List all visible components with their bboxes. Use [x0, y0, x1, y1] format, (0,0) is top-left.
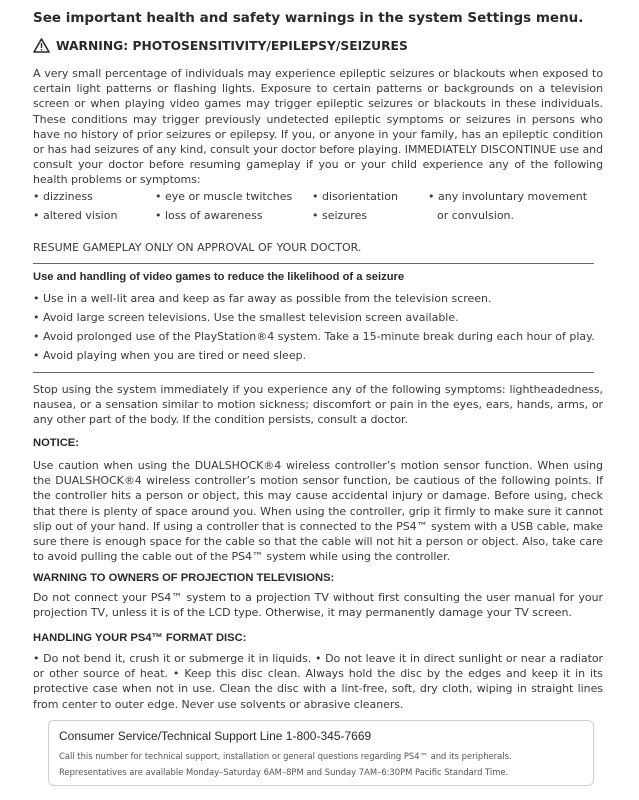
divider — [33, 372, 594, 373]
stop-using-paragraph: Stop using the system immediately if you experience any of the following symptoms: lightheadedness, nausea, or a sensation similar to motion sickness; discomfort or pain in the eyes, ears, hands, arms, or any other part of the body. If the condition persists, consult a doctor. — [33, 383, 603, 427]
warning-triangle-icon — [33, 38, 50, 53]
prevention-bullet: • Avoid playing when you are tired or need sleep. — [33, 349, 307, 362]
divider — [33, 263, 594, 264]
projection-tv-paragraph: Do not connect your PS4™ system to a projection TV without first consulting the user manual for your projection TV, unless it is of the LCD type. Otherwise, it may permanently damage your TV screen. — [33, 591, 603, 620]
disc-handling-paragraph: • Do not bend it, crush it or submerge it in liquids. • Do not leave it in direct sunlight or near a radiator or other source of heat. • Keep this disc clean. Always hold the disc by the edges and keep it in its protective case when not in use. Clean the disc with a lint-free, soft, dry cloth, wiping in straight lines from center to outer edge. Never use solvents or abrasive cleaners. — [33, 652, 603, 711]
symptom-item: or convulsion. — [437, 209, 515, 222]
seizure-warning-paragraph: A very small percentage of individuals may experience epileptic seizures or blackouts when exposed to certain light patterns or flashing lights. Exposure to certain patterns or backgrounds on a television screen or when playing video games may trigger epileptic seizures or blackouts in these individuals. These conditions may trigger previously undetected epileptic symptoms or seizures in persons who have no history of prior seizures or epilepsy. If you, or anyone in your family, has an epileptic condition or has had seizures of any kind, consult your doctor before playing. IMMEDIATELY DISCONTINUE use and consult your doctor before resuming gameplay if you or your child experience any of the following health problems or symptoms: — [33, 67, 603, 187]
support-hours: Representatives are available Monday–Saturday 6AM–8PM and Sunday 7AM–6:30PM Pacific Standard Time. — [59, 767, 509, 777]
symptom-item: • seizures — [312, 209, 368, 222]
settings-notice-heading: See important health and safety warnings in the system Settings menu. — [33, 10, 584, 26]
support-description: Call this number for technical support, installation or general questions regarding PS4™ and its peripherals. — [59, 751, 512, 761]
disc-handling-heading: HANDLING YOUR PS4™ FORMAT DISC: — [33, 632, 247, 644]
support-line-title: Consumer Service/Technical Support Line 1-800-345-7669 — [59, 729, 372, 743]
prevention-bullet: • Avoid large screen televisions. Use the smallest television screen available. — [33, 311, 459, 324]
projection-tv-heading: WARNING TO OWNERS OF PROJECTION TELEVISIONS: — [33, 572, 335, 584]
seizure-prevention-heading: Use and handling of video games to reduce the likelihood of a seizure — [33, 271, 405, 283]
symptom-item: • dizziness — [33, 190, 93, 203]
prevention-bullet: • Avoid prolonged use of the PlayStation®4 system. Take a 15-minute break during each hour of play. — [33, 330, 595, 343]
symptom-item: • any involuntary movement — [428, 190, 588, 203]
symptom-item: • loss of awareness — [155, 209, 263, 222]
support-info-box — [48, 720, 594, 786]
photosensitivity-warning-title — [33, 38, 408, 53]
prevention-bullet: • Use in a well-lit area and keep as far away as possible from the television screen. — [33, 292, 492, 305]
resume-gameplay-notice: RESUME GAMEPLAY ONLY ON APPROVAL OF YOUR DOCTOR. — [33, 241, 362, 254]
symptom-item: • disorientation — [312, 190, 398, 203]
symptom-item: • altered vision — [33, 209, 118, 222]
notice-heading: NOTICE: — [33, 437, 79, 449]
notice-paragraph: Use caution when using the DUALSHOCK®4 wireless controller’s motion sensor function. When using the DUALSHOCK®4 wireless controller’s motion sensor function, be cautious of the following points. If the controller hits a person or object, this may cause accidental injury or damage. Before using, check that there is plenty of space around you. When using the controller, grip it firmly to make sure it cannot slip out of your hand. If using a controller that is connected to the PS4™ system with a USB cable, make sure there is enough space for the cable so that the cable will not hit a person or object. Also, take care to avoid pulling the cable out of the PS4™ system while using the controller. — [33, 459, 603, 564]
symptom-item: • eye or muscle twitches — [155, 190, 293, 203]
warning-title-text: WARNING: PHOTOSENSITIVITY/EPILEPSY/SEIZURES — [56, 38, 408, 53]
